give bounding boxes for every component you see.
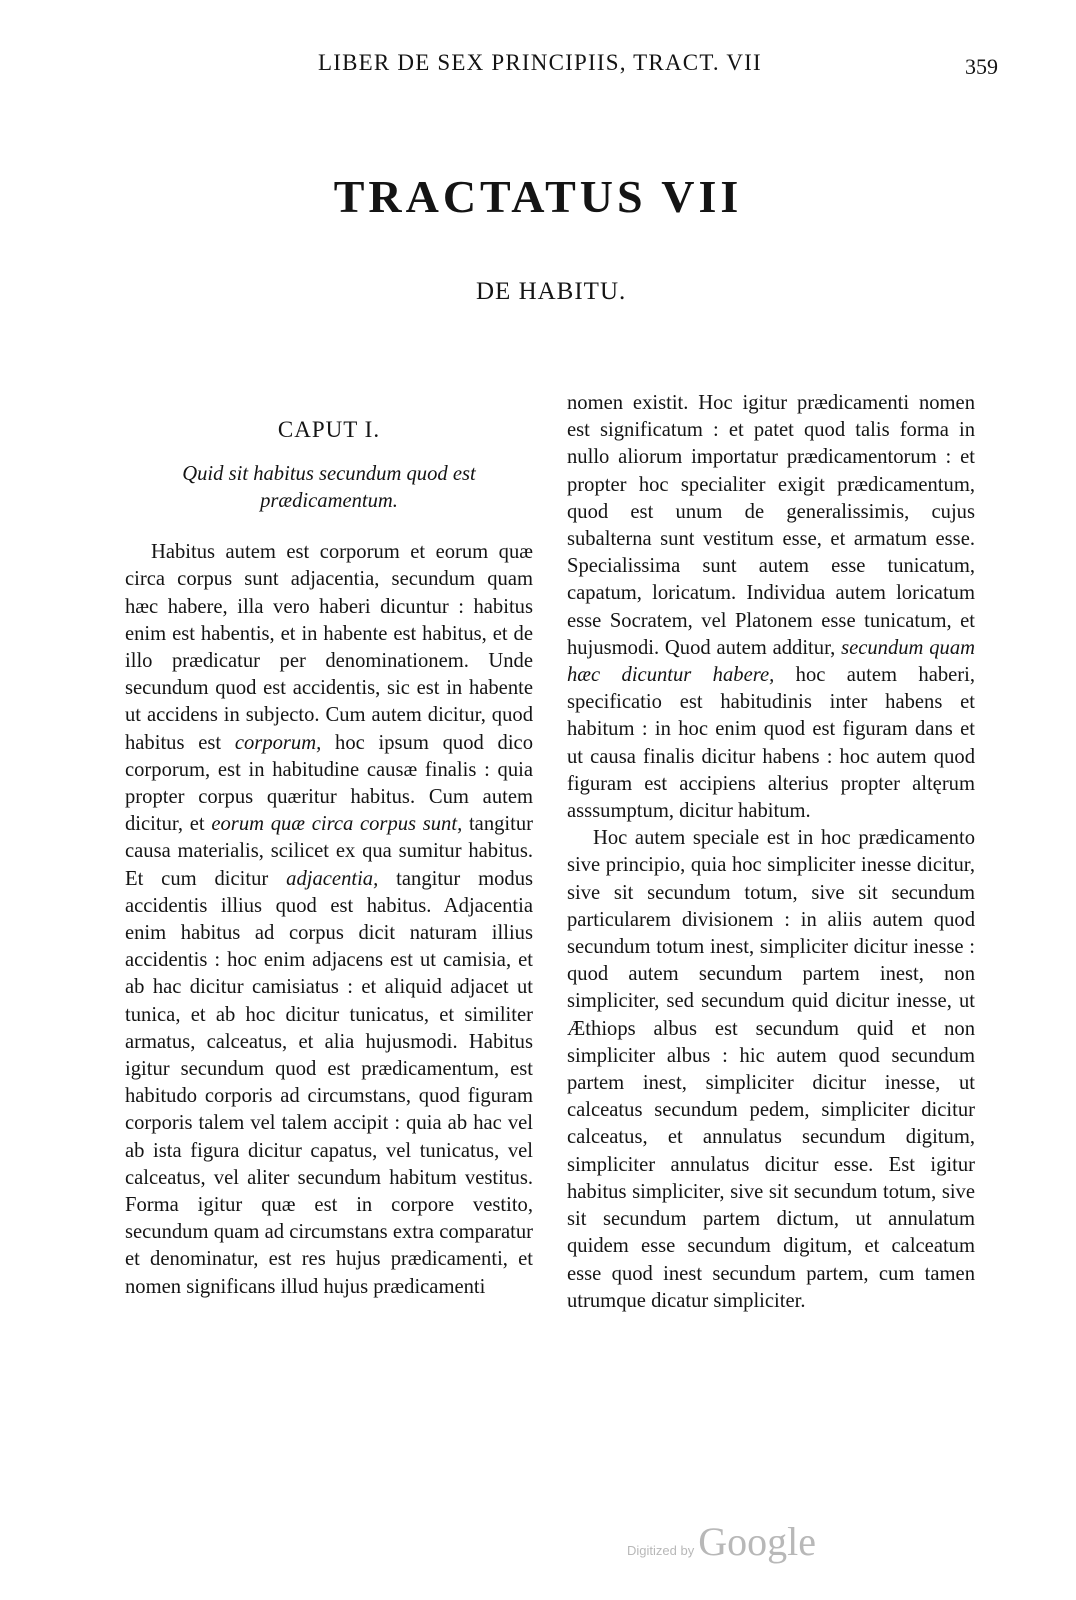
- digitization-watermark: [627, 1518, 816, 1565]
- text-run: tangitur causa materialis, scilicet ex qua sumitur habitus. Et cum dicitur: [125, 813, 534, 890]
- italic-run: adjacentia,: [286, 867, 379, 890]
- google-logo: Google: [698, 1519, 816, 1564]
- treatise-subtitle: DE HABITU.: [476, 278, 627, 305]
- treatise-title: TRACTATUS VII: [333, 171, 743, 222]
- page-number: 359: [965, 54, 998, 79]
- text-run: hoc autem haberi, specificatio est habitudinis inter habens et habitum : in hoc enim quod est figuram dans et ut causa finalis dicitur habens : hoc autem quod figuram est accipiens alterius propter altęrum asssumptum, dicitur habitum.: [567, 664, 976, 823]
- italic-run: eorum quæ circa corpus sunt,: [211, 813, 463, 836]
- chapter-subtitle: Quid sit habitus secundum quod est prædicamentum.: [182, 463, 476, 513]
- left-column: [125, 390, 533, 1301]
- running-title: LIBER DE SEX PRINCIPIIS, TRACT. VII: [318, 50, 762, 75]
- chapter-heading: CAPUT I.: [277, 417, 381, 442]
- body-paragraph: Hoc autem speciale est in hoc prædicamento sive principio, quia hoc simpliciter inesse dicitur, sive sit secundum totum, sive sit secundum particularem divisionem : in aliis autem quod secundum totum inest, simpliciter dicitur inesse : quod autem secundum partem inest, non simpliciter, sed secundum quid dicitur inesse, ut Æthiops albus est secundum quid et non simpliciter albus : hic autem quod secundum partem inest, simpliciter dicitur inesse, ut calceatus secundum pedem, simpliciter dicitur calceatus, et annulatus secundum digitum, simpliciter annulatus dicitur esse. Est igitur habitus simpliciter, sive sit secundum totum, sive sit secundum partem dictum, ut annulatum quidem esse secundum digitum, et calceatum esse quod inest secundum partem, cum tamen utrumque dicatur simpliciter.: [567, 827, 975, 1312]
- right-column: [567, 390, 975, 1315]
- text-run: tangitur modus accidentis illius quod est habitus. Adjacentia enim habitus ad corpus dicit naturam illius accidentis : hoc enim adjacens est ut camisia, et ab hac dicitur camisiatus : et aliquid adjacet ut tunica, et ab hoc dicitur tunicatus, et similiter armatus, calceatus, et alia hujusmodi. Habitus igitur secundum quod est prædicamentum, est habitudo corporis ad circumstans, quod figuram corporis talem vel talem accipit : quia ab hac vel ab ista figura dicitur capatus, vel tunicatus, vel calceatus, vel aliter secundum habitum vestitus. Forma igitur quæ est in corpore vestito, secundum quam ad circumstans extra comparatur et denominatur, est res hujus prædicamenti, et nomen significans illud hujus prædicamenti: [125, 867, 534, 1298]
- italic-run: secundum quam hæc dicuntur habere,: [567, 636, 975, 687]
- watermark-prefix: Digitized by: [627, 1543, 695, 1558]
- text-run: nomen existit. Hoc igitur prædicamenti nomen est significatum : et patet quod talis forma in nullo aliorum importatur prædicamentorum : et propter hoc specialiter exigit prædicamentum, quod est unum de generalissimis, cujus subalterna sunt vestitum esse, et armatum esse. Specialissima sunt autem esse tunicatum, capatum, loricatum. Individua autem loricatum esse Socratem, vel Platonem esse tunicatum, et hujusmodi. Quod autem additur,: [567, 392, 975, 659]
- continued-paragraph: [567, 390, 975, 825]
- italic-run: corporum,: [234, 731, 322, 754]
- body-paragraph: [125, 539, 533, 1301]
- text-run: hoc ipsum quod dico corporum, est in habitudine causæ finalis : quia propter corpus quæritur habitus. Cum autem dicitur, et: [125, 731, 533, 836]
- text-run: Habitus autem est corporum et eorum quæ circa corpus sunt adjacentia, secundum quam hæc habere, illa vero haberi dicuntur : habitus enim est habentis, et in habente est habitus, et de illo prædicatur per denominationem. Unde secundum quod est accidentis, sic est in habente ut accidens in subjecto. Cum autem dicitur, quod habitus est: [125, 541, 533, 754]
